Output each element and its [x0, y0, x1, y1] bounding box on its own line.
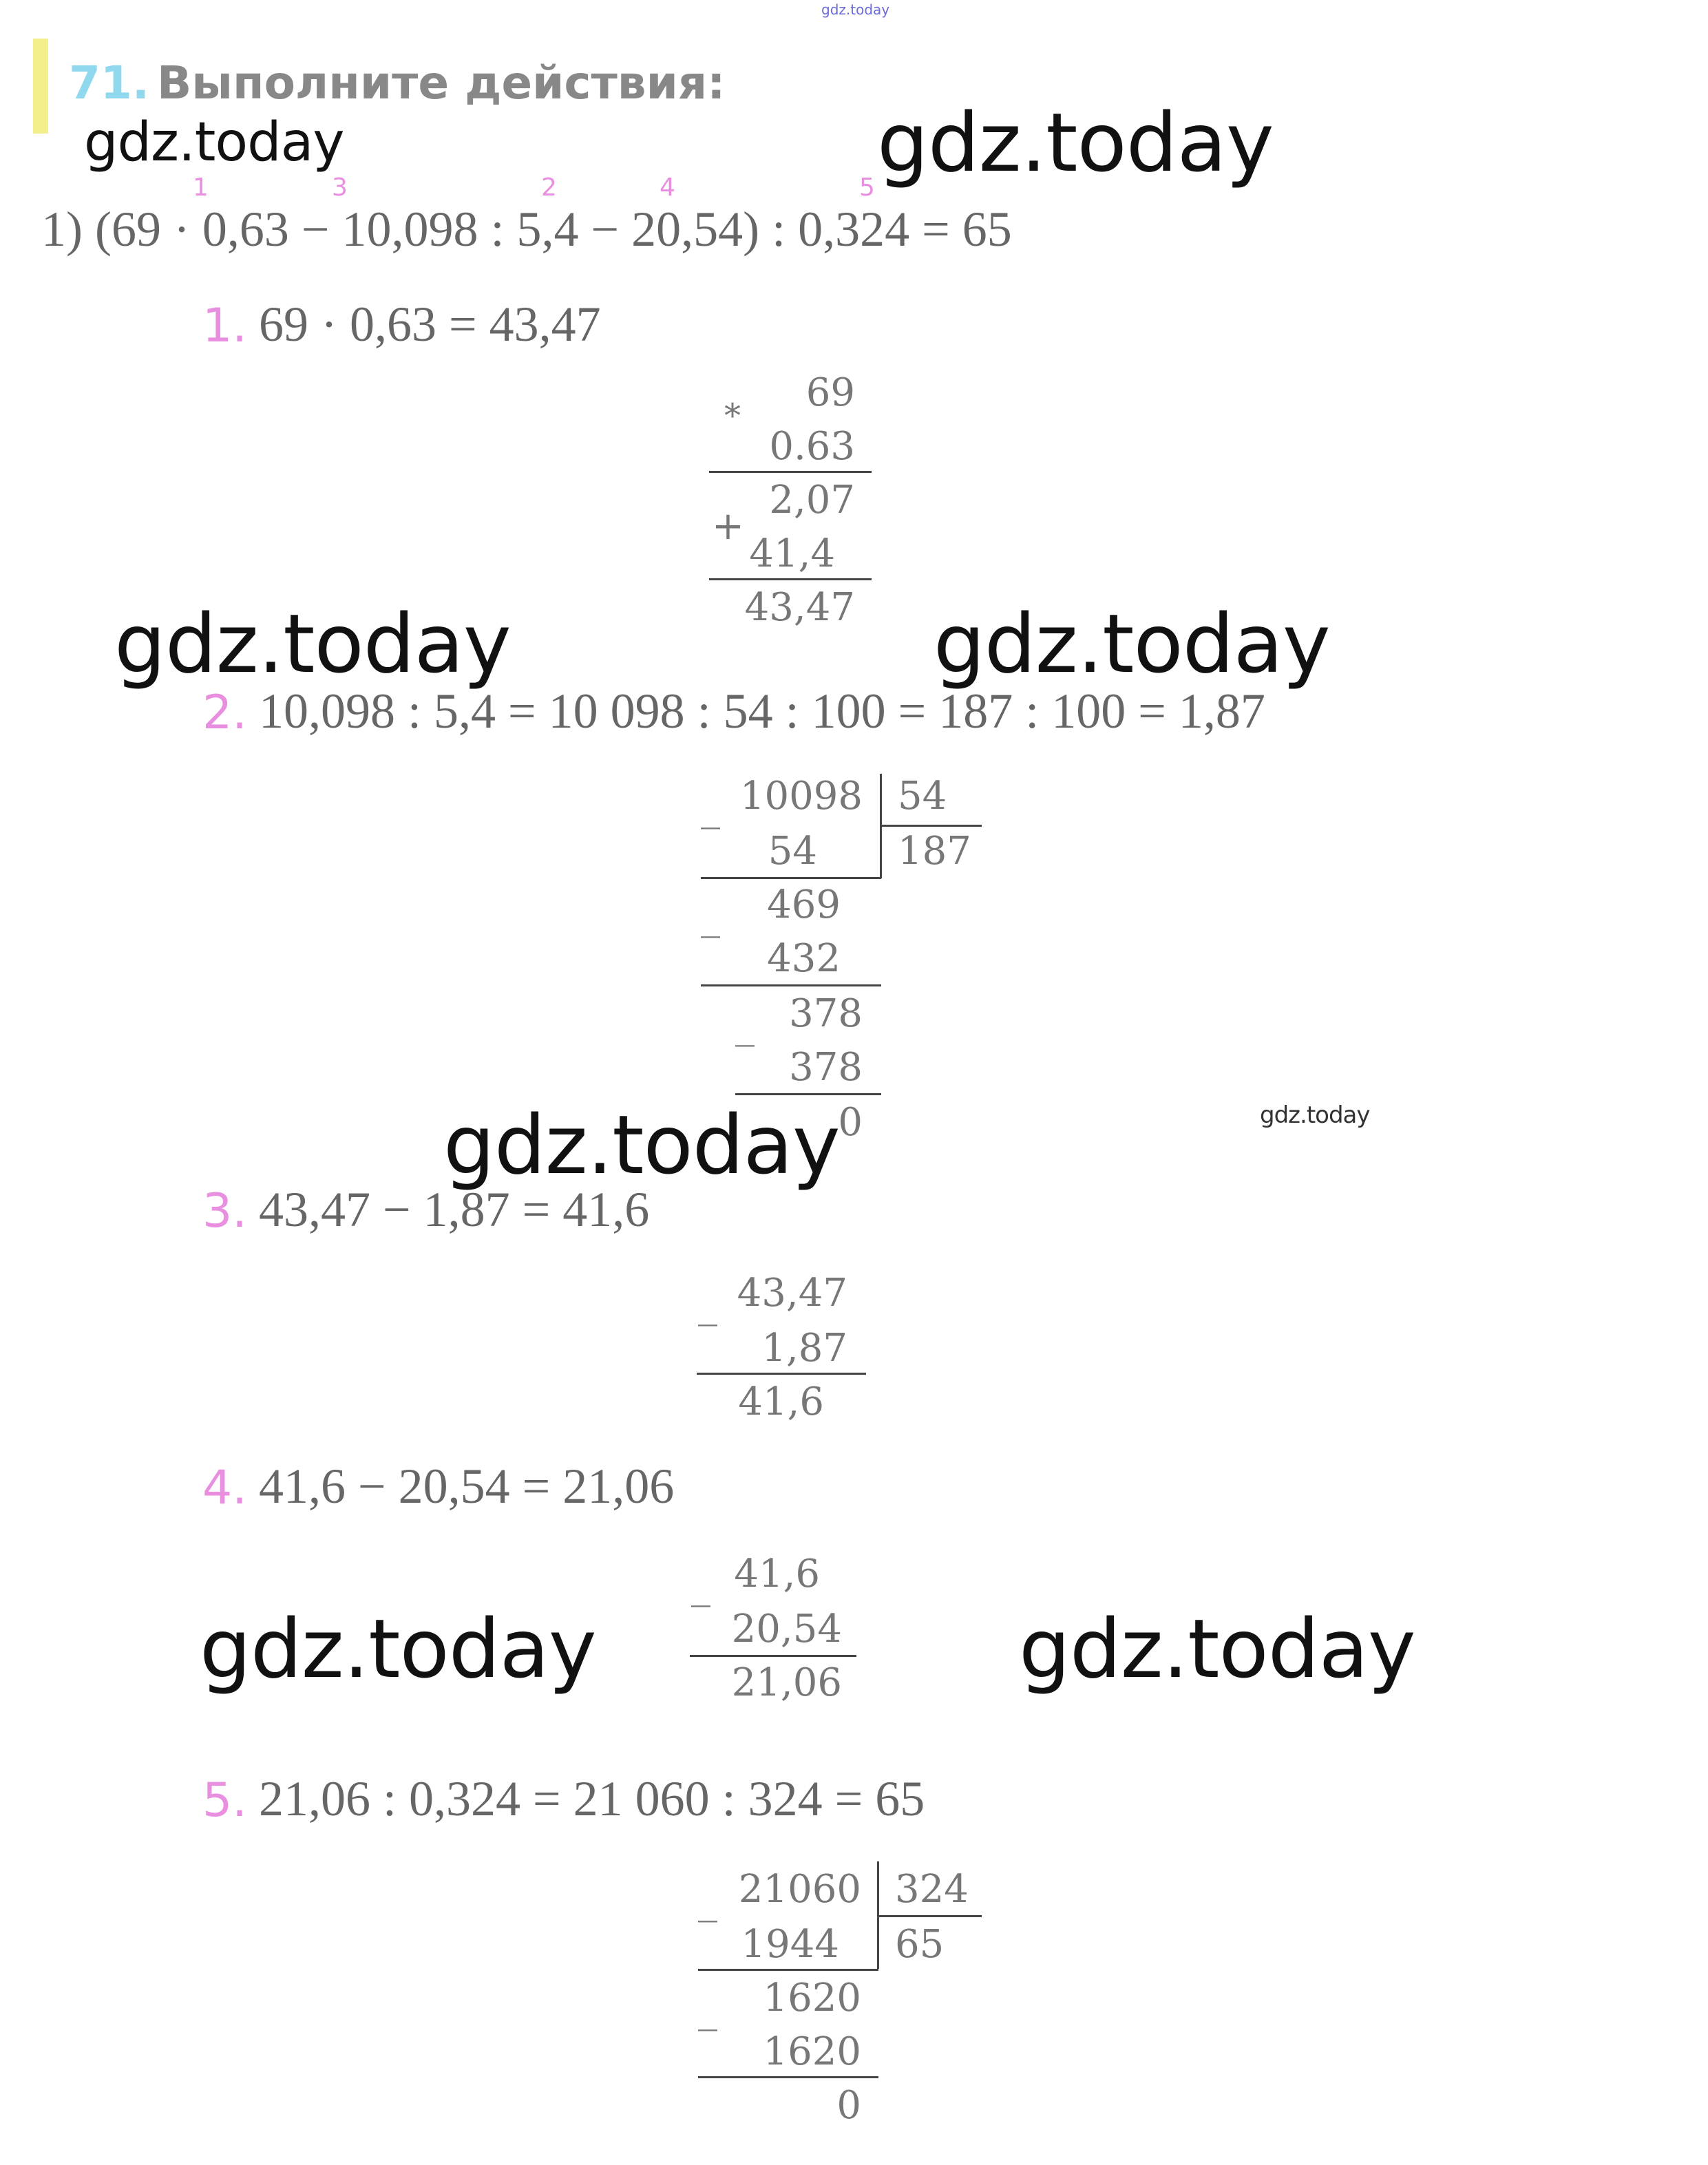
calc-line: 378: [789, 1045, 863, 1090]
calc-line: 2,07: [769, 478, 855, 522]
watermark: gdz.today: [443, 1097, 840, 1192]
watermark: gdz.today: [1019, 1601, 1415, 1696]
calc-rule: [881, 825, 982, 827]
step-equation: 69 · 0,63 = 43,47: [259, 297, 601, 352]
calc-rule: [709, 471, 872, 473]
main-expression: 1) (69 · 0,63 − 10,098 : 5,4 − 20,54) : 0,324 = 65: [41, 202, 1012, 257]
watermark: gdz.today: [1260, 1101, 1370, 1129]
calc-operator: +: [712, 504, 744, 549]
calc-line: 41,6: [734, 1552, 820, 1596]
calc-rule: [698, 1969, 878, 1971]
calc-rule: [697, 1373, 866, 1375]
calc-minus: _: [701, 894, 720, 938]
step-number: 3.: [202, 1184, 247, 1238]
calc-line: 69: [805, 370, 855, 415]
step-equation: 21,06 : 0,324 = 21 060 : 324 = 65: [259, 1771, 925, 1826]
step-number: 5.: [202, 1773, 247, 1828]
calc-line: 378: [789, 991, 863, 1036]
calc-rule: [701, 877, 881, 879]
order-mark: 1: [193, 173, 209, 202]
step-number: 2.: [202, 686, 247, 740]
calc-line: 0: [836, 2083, 861, 2128]
calc-line: 43,47: [737, 1271, 847, 1316]
step-number: 4.: [202, 1461, 247, 1515]
task-number: 71.: [69, 56, 149, 109]
calc-rule: [709, 578, 872, 580]
calc-line: 54: [768, 829, 817, 874]
calc-divisor: 324: [895, 1867, 969, 1912]
calc-minus: _: [735, 1002, 755, 1047]
top-watermark: gdz.today: [821, 1, 890, 18]
watermark: gdz.today: [877, 95, 1274, 190]
order-mark: 3: [332, 173, 348, 202]
calc-line: 41,4: [749, 531, 835, 576]
calc-quotient: 65: [895, 1922, 945, 1967]
watermark: gdz.today: [934, 596, 1330, 691]
step-equation: 41,6 − 20,54 = 21,06: [259, 1459, 675, 1514]
calc-line: 1944: [741, 1922, 839, 1967]
calc-minus: _: [698, 1282, 717, 1327]
calc-rule: [690, 1655, 856, 1657]
step-equation: 43,47 − 1,87 = 41,6: [259, 1182, 650, 1237]
calc-line: 1,87: [761, 1326, 847, 1371]
calc-rule: [878, 1915, 982, 1917]
step-equation: 10,098 : 5,4 = 10 098 : 54 : 100 = 187 : 100 = 1,87: [259, 684, 1265, 739]
task-title: Выполните действия:: [157, 56, 726, 109]
calc-line: 41,6: [738, 1380, 824, 1424]
calc-rule: [701, 984, 881, 986]
calc-line: 43,47: [744, 585, 855, 630]
step-number: 1.: [202, 299, 247, 353]
calc-divisor: 54: [898, 774, 947, 819]
calc-line: 21,06: [731, 1660, 842, 1705]
calc-rule: [735, 1093, 881, 1095]
calc-minus: _: [691, 1563, 710, 1607]
calc-rule: [698, 2076, 878, 2078]
order-mark: 4: [660, 173, 675, 202]
order-mark: 2: [541, 173, 557, 202]
order-mark: 5: [859, 173, 875, 202]
calc-line: 1620: [763, 1976, 861, 2020]
calc-minus: _: [698, 1987, 717, 2031]
calc-minus: _: [701, 785, 720, 830]
calc-line: 10098: [739, 774, 863, 819]
calc-operator: *: [724, 397, 741, 435]
calc-line: 20,54: [731, 1607, 842, 1651]
calc-line: 469: [767, 883, 841, 927]
watermark: gdz.today: [84, 112, 344, 173]
watermark: gdz.today: [200, 1601, 596, 1696]
watermark: gdz.today: [114, 596, 511, 691]
calc-minus: _: [698, 1878, 717, 1923]
calc-line: 0: [838, 1100, 863, 1145]
calc-line: 432: [767, 936, 841, 981]
calc-line: 1620: [763, 2029, 861, 2074]
calc-line: 0.63: [769, 424, 855, 469]
calc-quotient: 187: [898, 829, 971, 874]
calc-line: 21060: [738, 1867, 861, 1912]
accent-bar: [33, 39, 48, 134]
